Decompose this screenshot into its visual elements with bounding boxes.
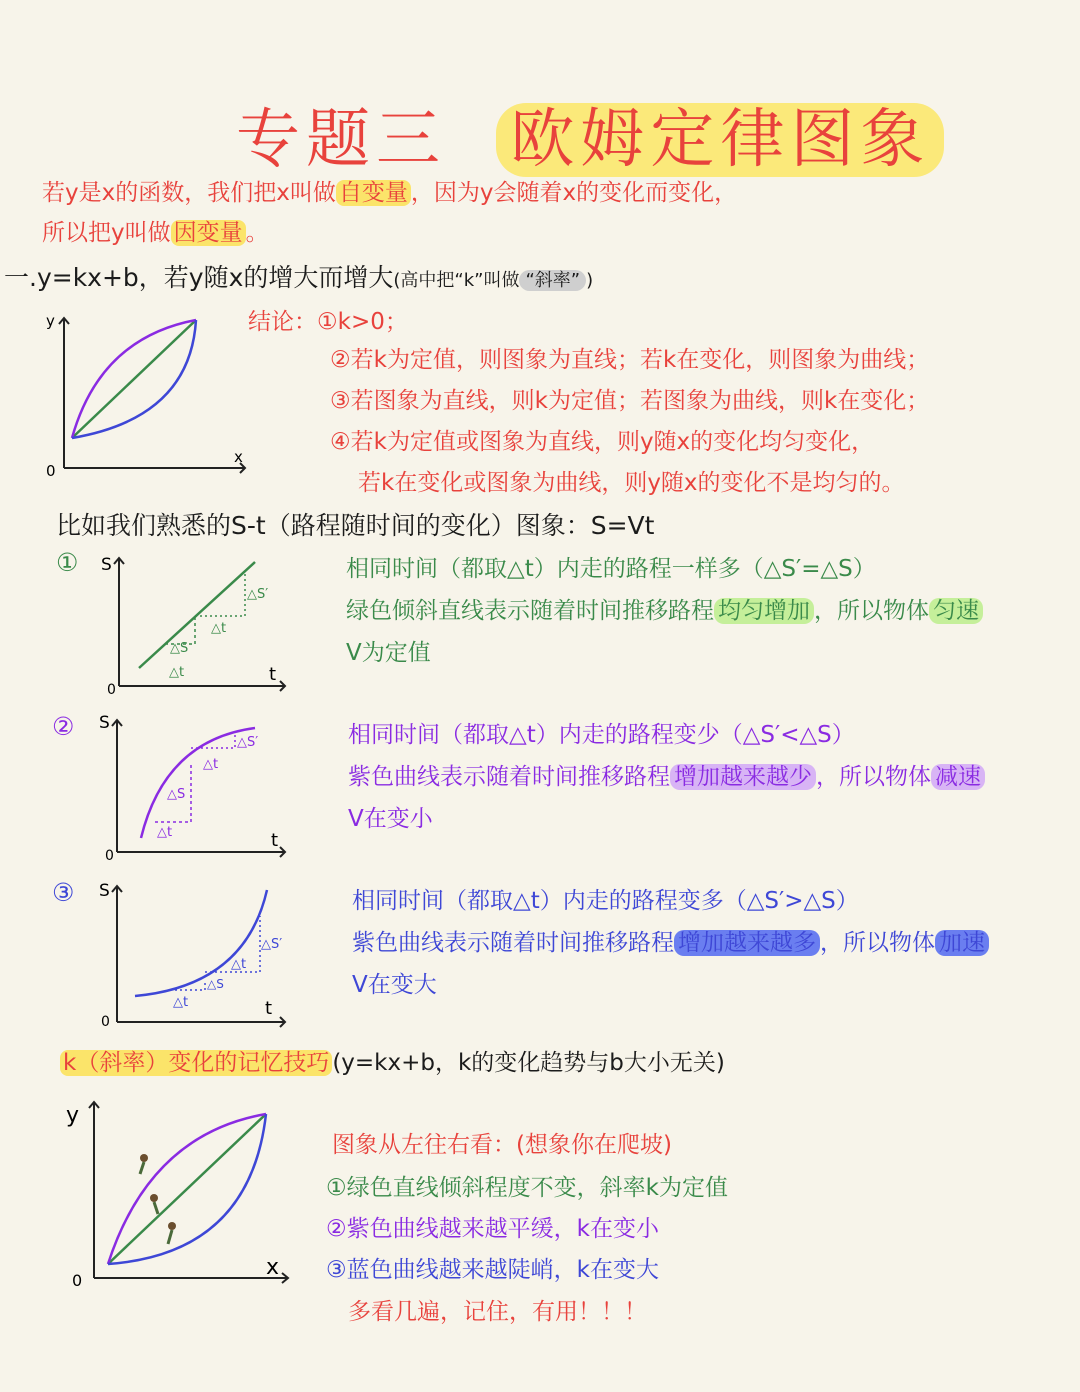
conclusion-4b: 若k在变化或图象为曲线，则y随x的变化不是均匀的。 xyxy=(358,470,905,496)
conclusion-2: ②若k为定值，则图象为直线；若k在变化，则图象为曲线； xyxy=(330,347,930,373)
svg-text:△S′: △S′ xyxy=(247,587,269,602)
case2-line1: 相同时间（都取△t）内走的路程变少（△S′<△S） xyxy=(348,722,855,748)
tip-line-2: ②紫色曲线越来越平缓，k在变小 xyxy=(326,1216,659,1242)
case1-line1: 相同时间（都取△t）内走的路程一样多（△S′=△S） xyxy=(346,556,876,582)
tip-line-4: 多看几遍，记住，有用！！！ xyxy=(348,1299,647,1325)
svg-text:△S: △S xyxy=(170,641,189,656)
tip-line-0: 图象从左往右看：(想象你在爬坡) xyxy=(332,1132,672,1158)
title-main: 欧姆定律图象 xyxy=(496,103,944,177)
svg-text:S: S xyxy=(99,713,110,733)
graph-case1 xyxy=(95,548,295,698)
case3-number: ③ xyxy=(52,878,75,907)
case1-number: ① xyxy=(56,548,79,577)
graph-slope-tip xyxy=(60,1094,300,1294)
origin-label: 0 xyxy=(46,462,56,480)
climber-figure-1 xyxy=(140,1154,148,1174)
case2-line3: V在变小 xyxy=(348,806,433,832)
climber-figure-3 xyxy=(168,1222,176,1244)
intro-line-2: 所以把y叫做 因变量 。 xyxy=(42,220,269,246)
svg-text:△t: △t xyxy=(203,757,219,772)
svg-text:△S′: △S′ xyxy=(237,735,259,750)
svg-text:t: t xyxy=(265,998,273,1019)
green-line xyxy=(139,562,255,668)
svg-text:△t: △t xyxy=(173,995,189,1010)
tip-line-3: ③蓝色曲线越来越陡峭，k在变大 xyxy=(326,1257,659,1283)
tip-heading: k（斜率）变化的记忆技巧 (y=kx+b，k的变化趋势与b大小无关) xyxy=(60,1044,725,1077)
highlight-dependent-variable: 因变量 xyxy=(171,220,246,246)
svg-text:△t: △t xyxy=(211,621,227,636)
tip-line-1: ①绿色直线倾斜程度不变，斜率k为定值 xyxy=(326,1175,728,1201)
case2-number: ② xyxy=(52,712,75,741)
page-title xyxy=(236,88,944,180)
highlight-independent-variable: 自变量 xyxy=(336,180,411,206)
svg-text:y: y xyxy=(66,1103,80,1128)
conclusion-3: ③若图象为直线，则k为定值；若图象为曲线，则k在变化； xyxy=(330,388,930,414)
graph-case3 xyxy=(95,876,295,1028)
svg-text:x: x xyxy=(266,1255,280,1280)
case3-line1: 相同时间（都取△t）内走的路程变多（△S′>△S） xyxy=(352,888,859,914)
case2-line2: 紫色曲线表示随着时间推移路程 增加越来越少 ，所以物体 减速 xyxy=(348,758,985,791)
svg-text:0: 0 xyxy=(101,1014,110,1028)
st-heading: 比如我们熟悉的S-t（路程随时间的变化）图象：S=Vt xyxy=(56,511,655,540)
title-prefix: 专题三 xyxy=(236,103,446,177)
svg-text:0: 0 xyxy=(105,848,114,862)
svg-text:△t: △t xyxy=(231,957,247,972)
svg-text:0: 0 xyxy=(72,1271,83,1290)
svg-text:S: S xyxy=(101,555,112,575)
case1-line2: 绿色倾斜直线表示随着时间推移路程 均匀增加 ，所以物体 匀速 xyxy=(346,592,983,625)
graph-case2 xyxy=(95,710,295,862)
svg-text:△t: △t xyxy=(157,825,173,840)
case1-line3: V为定值 xyxy=(346,640,431,666)
case3-line3: V在变大 xyxy=(352,972,437,998)
intro-line-1: 若y是x的函数，我们把x叫做 自变量 ，因为y会随着x的变化而变化， xyxy=(42,180,738,206)
case3-line2: 紫色曲线表示随着时间推移路程 增加越来越多 ，所以物体 加速 xyxy=(352,924,989,957)
svg-text:△S′: △S′ xyxy=(261,937,283,952)
svg-text:△S: △S xyxy=(167,787,186,802)
graph-kx-b xyxy=(40,308,260,483)
svg-text:△t: △t xyxy=(169,665,185,680)
x-label: x xyxy=(234,448,243,466)
svg-text:S: S xyxy=(99,881,110,901)
conclusion-4a: ④若k为定值或图象为直线，则y随x的变化均匀变化， xyxy=(330,429,875,455)
svg-text:t: t xyxy=(271,830,279,851)
conclusion-1: 结论：①k>0； xyxy=(248,309,408,335)
svg-text:△S: △S xyxy=(207,977,224,991)
climber-figure-2 xyxy=(150,1194,158,1214)
y-label: y xyxy=(46,312,55,330)
blue-curve xyxy=(135,890,267,996)
svg-text:0: 0 xyxy=(107,682,116,698)
section1-heading: 一.y=kx+b，若y随x的增大而增大(高中把“k”叫做 “斜率” ) xyxy=(4,263,594,292)
svg-text:t: t xyxy=(269,664,277,685)
